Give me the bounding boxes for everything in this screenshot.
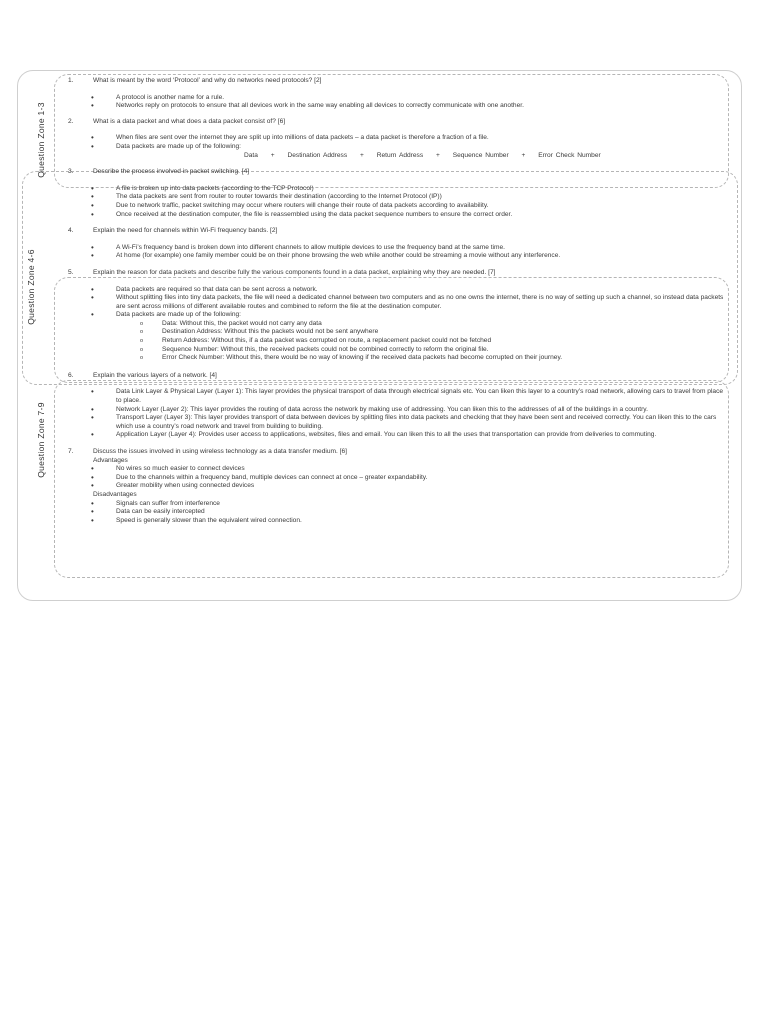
question-3 [68, 168, 728, 219]
bullet-item: • At home (for example) one family member could be on their phone browsing the web while another could be streaming a movie without any interference. [68, 252, 728, 261]
question-text: What is meant by the word ‘Protocol’ and why do networks need protocols? [2] [93, 77, 322, 84]
bullet-item: • Network Layer (Layer 2): This layer provides the routing of data across the network by making use of addressing. You can liken this to the addresses of all of the buildings in a country. [68, 406, 728, 415]
bullet-item: • When files are sent over the internet they are split up into millions of data packets – a data packet is therefore a fraction of a file. [68, 134, 728, 143]
bullet-item: • A Wi-Fi’s frequency band is broken down into different channels to allow multiple devices to use the frequency band at the same time. [68, 244, 728, 253]
question-text: What is a data packet and what does a data packet consist of? [6] [93, 117, 286, 125]
bullet-item: • Without splitting files into tiny data packets, the file will need a dedicated channel between two computers and as no one owns the internet, there is no way of setting up such a channel, so instead data packets are sent across millions of different available routes and combined to reform the file at the destination computer. [68, 294, 728, 311]
sub-bullet-item: o Sequence Number: Without this, the received packets could not be combined correctly to reform the original file. [68, 346, 728, 355]
bullet-item: • No wires so much easier to connect devices [68, 465, 728, 474]
question-5 [68, 269, 728, 363]
bullet-item: • The data packets are sent from router to router towards their destination (according to the Internet Protocol (IP)) [68, 193, 728, 202]
question-text: Discuss the issues involved in using wireless technology as a data transfer medium. [6] [93, 448, 347, 455]
formula-plus: + [359, 151, 364, 159]
question-1 [68, 77, 728, 111]
formula-term: Sequence Number [452, 151, 509, 159]
zone-label-4-6: Question Zone 4-6 [26, 249, 36, 325]
formula-plus: + [270, 151, 275, 159]
question-6 [68, 372, 728, 440]
bullet-item: • Networks reply on protocols to ensure that all devices work in the same way enabling all devices to correctly communicate with one another. [68, 102, 728, 111]
zone-label-1-3: Question Zone 1-3 [36, 102, 46, 178]
formula-plus: + [435, 151, 440, 159]
formula-term: Destination Address [287, 151, 348, 159]
zone-label-7-9: Question Zone 7-9 [36, 402, 46, 478]
sub-bullet-item: o Data: Without this, the packet would not carry any data [68, 320, 728, 329]
question-number: 5. [68, 268, 74, 276]
bullet-item: • Greater mobility when using connected devices [68, 482, 728, 491]
formula-term: Data [244, 151, 258, 159]
bullet-item: • Data Link Layer & Physical Layer (Layer 1): This layer provides the physical transport of data through electrical signals etc. You can liken this layer to a country’s road network, allowing cars to travel from place to place. [68, 388, 728, 405]
bullet-item: • Data packets are required so that data can be sent across a network. [68, 286, 728, 295]
bullet-item: • Data can be easily intercepted [68, 508, 728, 517]
question-text: Explain the reason for data packets and describe fully the various components found in a data packet, explaining why they are needed. [7] [93, 268, 496, 276]
question-text: Explain the various layers of a network. [4] [93, 371, 217, 379]
packet-formula [68, 152, 728, 161]
question-number: 3. [68, 168, 74, 176]
bullet-item: • Data packets are made up of the following: [68, 311, 728, 320]
answer-sheet [68, 77, 728, 525]
bullet-item: • Due to the channels within a frequency band, multiple devices can connect at once – greater expandability. [68, 474, 728, 483]
question-text: Explain the need for channels within Wi-Fi frequency bands. [2] [93, 227, 278, 235]
bullet-item: • Signals can suffer from interference [68, 500, 728, 509]
bullet-item: • A protocol is another name for a rule. [68, 94, 728, 103]
sub-bullet-item: o Error Check Number: Without this, there would be no way of knowing if the received data packets had become corrupted on their journey. [68, 354, 728, 363]
question-7 [68, 448, 728, 525]
question-text: Describe the process involved in packet switching. [4] [93, 168, 250, 176]
question-number: 1. [68, 77, 74, 84]
question-4 [68, 227, 728, 261]
disadvantages-heading: Disadvantages [93, 490, 137, 498]
question-number: 4. [68, 227, 74, 235]
formula-plus: + [521, 151, 526, 159]
question-number: 6. [68, 371, 74, 379]
bullet-item: • Once received at the destination computer, the file is reassembled using the data packet sequence numbers to ensure the correct order. [68, 211, 728, 220]
sub-bullet-item: o Destination Address: Without this the packets would not be sent anywhere [68, 328, 728, 337]
advantages-heading: Advantages [93, 456, 128, 464]
formula-term: Return Address [376, 151, 424, 159]
formula-term: Error Check Number [538, 151, 601, 159]
bullet-item: • Application Layer (Layer 4): Provides user access to applications, websites, files and email. You can liken this to all the uses that transportation can provide from deliveries to commuting. [68, 431, 728, 440]
sub-bullet-item: o Return Address: Without this, if a data packet was corrupted on route, a replacement packet could not be fetched [68, 337, 728, 346]
bullet-item: • Transport Layer (Layer 3): This layer provides transport of data between devices by splitting files into data packets and checking that they have been sent and received correctly. You can liken this to the cars which use a country’s road network and travel from building to building. [68, 414, 728, 431]
bullet-item: • Data packets are made up of the following: [68, 143, 728, 152]
question-number: 2. [68, 117, 74, 125]
bullet-item: • Speed is generally slower than the equivalent wired connection. [68, 517, 728, 526]
question-number: 7. [68, 448, 74, 455]
question-2 [68, 118, 728, 160]
bullet-item: • Due to network traffic, packet switching may occur where routers will change their route of data packets according to availability. [68, 202, 728, 211]
bullet-item: • A file is broken up into data packets (according to the TCP Protocol) [68, 185, 728, 194]
